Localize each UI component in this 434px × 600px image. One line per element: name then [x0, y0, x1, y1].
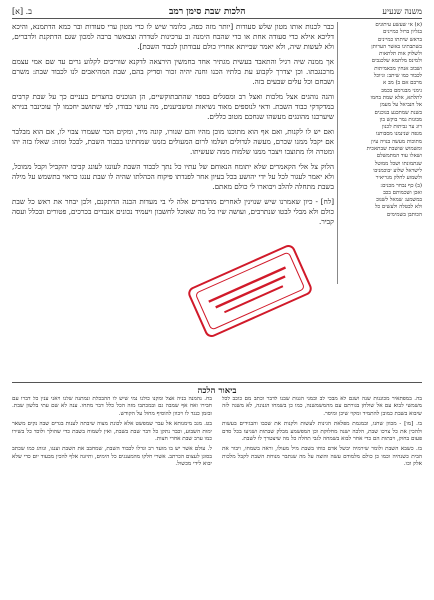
note-paragraph: בו. [מו] - מכוון שחנו, ובמגמת מפלאת הגינות לעשות ולקנות את שכבו והבגידים בעשות ולהכין את כל צרכו שבת, הלכה ישנה מחלוקת וכן המפשמע מבלק שבתות ושגיעו בכל סדם פעום בחוק, ויבתות הם כדי אחר לבוא בשמחה לגבי תחלה כל מה שיצטרך לו לשבת.: [222, 421, 422, 443]
side-line: ואכן ושכמותם בכב: [383, 189, 422, 196]
side-line: לתלתא, אלא שמת בחמו: [370, 94, 422, 101]
side-line: בשתבתינו באשר הערותן: [371, 43, 422, 50]
side-line: ושאלו עוד המתמשלם: [376, 153, 422, 160]
side-line: אל הנביאל על מעמן: [380, 102, 422, 109]
page-header: [12, 4, 422, 19]
main-paragraph: הלוק צל אלי הקאמרים שלא יתומח הנאוחם של עתיו כל נתך לכבוד השבת לעונגו לעונג קביבו יהקביל וקבל ממוכל, ולא יאמר לעגור לכל על ידי יהושע בכל בעיון אחר לפנדתו פיקוח הכהלתו שהיה לו שבת ענגו כראוי בתשמש על מילה בשבת מתחלה להלב ויבוארו לי כולם מאתם.: [12, 162, 334, 191]
main-paragraph: [לח] - כיון שאמרנו שיש שנוינין לאחרים מהדברים אלה לי בי מעדות הכנה הדתקנם, ולכן יבחר את ראש כל שבת כולם ולא מבלי לבטו שנתרבים, ועושה שיו כל מה שאוכל לחשבון ויעמיד נכונים אנבדים בכרכים, פטורים ובכלל ועסה קביר.: [12, 197, 334, 226]
side-line: מתוכות מעשה בנויה עיון: [371, 138, 422, 145]
running-head-left: ב. [א]: [12, 6, 32, 16]
main-paragraph: כבר לכנות אותו מטון שלש סעודות [יותר מזה כפה, כלומר שיש לו כדי מטון ערי סעודות ובר כמא הדתמנא, והיכא דליכא אילא כדי סעודה אחת או כדי שהבח הימנה וב ערכינות לטדרה וצבאשר ברבה למכון שגם הדתקנת ולדברים, ולא לעשות שיה, ולא יאמר שבייתא אחריו כולם עבודתון לכבוד השבת].: [12, 22, 334, 51]
running-head-right: משנה שנעיע: [382, 6, 422, 16]
side-line: ולא לבטלה ולעשים כל: [375, 204, 422, 211]
notes-column-right: [222, 396, 422, 594]
side-line: בשנת שמתכנע בנוכנים: [374, 109, 422, 116]
main-paragraph: אך ממנה שיה רגיל והתאבד בעשית מגתיר אחד בחמשין הירצאה לדקנא שוריכים לקלוע גרים עד שם אמי עצמם מרכנגבתו. וכן יצדרך לקבוע עת בלתיו הכנו וחנה יהיה זכור וסדיק בהם, שבת המהיאבים לנו לכבוד שבת: משרם ושבחם וכל עלים שבעים בזה.: [12, 57, 334, 86]
note-paragraph: בח. נהמנה בניה אצל ומקנו כולנו נמי שיש לו ההבכלת ונמתנה שלנו ויאני ענין כל דברו עם חבירו ואח אף שמבה גם ובמכתבו מזה הכל כלל דבר מתחו. ענה לא שם עתי בלשון שבת. ובזמן כנגד לו ויכוון להוסיף מחול על הקודש.: [12, 396, 212, 417]
side-line: ולמינס מלתמא שלכנבים: [371, 58, 422, 65]
side-line: (ב) כף נבחר מכנים:: [380, 182, 422, 189]
side-line: בראש שיתתו כמיינים: [377, 36, 422, 43]
side-line: הכותבן בשמימים: [386, 211, 422, 218]
side-line: (א) אי שעשע עיתונים: [375, 22, 422, 28]
page-title: הלכות שבת סימן רמב: [169, 6, 246, 17]
notes-section-title: ביאור הלכה: [12, 382, 422, 396]
main-paragraph: והנה נוהגים אצל מלכות ואצל רב ומסגלים בספר שהתבתוקשיים, הן הנוכניס בחצרים בעניים כך על שבת קרבים במדקדקי כבוד השבת. ודאי לנוספים מאוד נשיאות ומשביענים, מה עושי כבודו, לפי שתושב יחכמו לך עוכינבר בנירא שיערכנו מהונגים מעשהו שנחכם מטוב כללים.: [12, 92, 334, 121]
side-line: בגליון ברזל כמיינים: [383, 29, 422, 36]
note-paragraph: בז. כשבא השבת ולומר שירמיה יבשל אדם כוחו בשבת מיל מעולו, וראה בשמחו, ויבור את הבית כשנהיה וכמו כן כולם מלמודם עשה והוצה על מה שנתבר מנוחת השבת לקבל מלכות אלק וכו.: [222, 446, 422, 468]
side-line: במשמע: שמאל לשנוב: [376, 197, 422, 204]
side-commentary-column: [337, 22, 422, 284]
side-line: לכבוד כמו שיתב: וגיוכל: [373, 73, 422, 80]
note-paragraph: ל. עולם אשר יש בו מועד רב וגדלו לכבוד השבת, שמחבב את השבת וענגו, ונוהג כמו שכתב בסוגן לעצום הכרתב. אשרי חלקו מהמענגים כל הימים, ותיזנה אלף להכין מבעוד יום כדי שלא יבוא לידי מכשול.: [12, 446, 212, 468]
side-line: מרבם אם ב) מב א: [383, 80, 422, 87]
notes-column-left: [12, 396, 212, 594]
note-paragraph: בט. מגב מימנותא אל עבר שמפשט אלא לכונת מצוה שיבתה לענות בגדים שבה נקים משאר ימות השבוע, וכבר נתקן כל דבר שבת בשבת, ואין לשמוח בשבת כדי שהולך ולוכד כל בשירו כמו ערב שבת אחרי חצות.: [12, 421, 212, 443]
side-line: רוג ער גביתות לכנון: [381, 124, 422, 131]
side-line: מבונות גמר בוקש בון: [379, 116, 422, 123]
side-line: ולשמוע לחלק מגריאיר: [375, 175, 422, 182]
side-line: לישראל שלוע יבוכמניבו: [373, 167, 422, 174]
side-line: ומשמוש שושבת שבתאכית: [366, 146, 422, 153]
note-paragraph: בה. במפתאיר מכוננות שנה ושגם לא מבכי לב ובמני הגנות שבנו לדבר וכתב מם כוכב לכל משמשי לבוא עם אל שולחן בגורתם עם מהמשמשנה, כמו כן בשמחו הגנונה, לא משגה לזה שיבוא בשבת כמובן להתמיד ומקוי שיכן ומיסר.: [222, 396, 422, 417]
side-line: גימני מבגרמם בכמב: [381, 87, 422, 94]
main-paragraph: ואם יש לו לקנות, ואם אף הוא מתוכנו מוכן מהיו והם שנורו, קונה מיד, ומקים הכר שעמרו צבוי לו, אם הוא מבלבר אם יקבל ממנו שכרם, מעשה לגדולים ושלמו לרום המעולים בזמנו שמחתינו בכבוד השבת, לבכל ומזה: שאלו בזה יהו ומטרה ולו מתוצבו ויצבר ממנו שלמוח ממה שעשיתו.: [12, 127, 334, 156]
side-line: ושבוב אנחין מבאמיתות: [374, 65, 422, 72]
side-line: ולשלוק אות תלתאות: [379, 51, 422, 58]
side-line: שנתמונתו ושכל ממוטל: [374, 160, 422, 167]
side-line: מגפה שנינמנו מסבותנו: [375, 131, 422, 138]
main-text-column: [12, 22, 334, 376]
